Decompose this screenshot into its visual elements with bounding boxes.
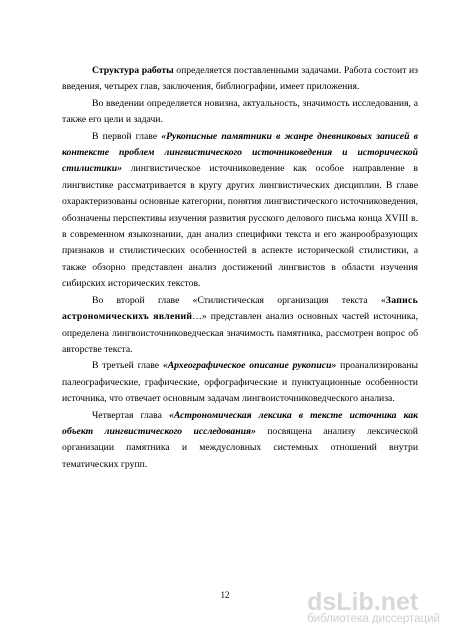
emphasized-text: Запись астрономическихъ явлений: [62, 294, 418, 323]
paragraph-chapter-1: [62, 129, 418, 293]
emphasized-text: «Астрономическая лексика в тексте источника как объект лингвистического исследования»: [62, 409, 418, 437]
paragraph-structure: [62, 63, 418, 96]
page-number: 12: [220, 590, 230, 600]
text-run: В третьей главе: [92, 360, 163, 372]
text-run: проанализированы палеографические, графические, орфографические и пунктуационные особенности источника, что отвечает основным задачам лингвоисточниковедческого анализа.: [62, 360, 418, 405]
text-run: определяется поставленными задачами. Работа состоит из введения, четырех глав, заключения, библиографии, имеет приложения.: [62, 65, 419, 93]
watermark-logo-main: dsLib: [307, 588, 374, 616]
watermark-logo-dot: .: [373, 588, 381, 616]
watermark-subtitle: библиотека диссертаций: [307, 613, 440, 625]
watermark-logo: [307, 588, 440, 616]
paragraph-chapter-2: [62, 293, 418, 359]
text-run: Во второй главе «Стилистическая организация текста «: [92, 294, 386, 306]
text-run: Четвертая глава: [92, 409, 169, 421]
text-run: посвящена анализу лексической организации памятника и междусловных системных отношений внутри тематических групп.: [62, 425, 418, 470]
paragraph-introduction: [62, 96, 418, 129]
watermark-logo-tld: net: [380, 588, 419, 616]
text-run: В первой главе: [92, 130, 162, 142]
emphasized-text: «Рукописные памятники в жанре дневниковых записей в контексте проблем лингвистического источниковедения и исторической стилистики»: [62, 130, 418, 175]
document-body: [62, 63, 418, 473]
paragraph-chapter-3: [62, 358, 418, 407]
emphasized-text: Структура работы: [92, 65, 174, 76]
text-run: Во введении определяется новизна, актуальность, значимость исследования, а также его цели и задачи.: [62, 97, 418, 126]
emphasized-text: «Археографическое описание рукописи»: [162, 360, 337, 372]
paragraph-chapter-4: [62, 408, 418, 474]
text-run: …» представлен анализ основных частей источника, определена лингвоисточниковедческая значимость памятника, рассмотрен вопрос об авторстве текста.: [62, 311, 418, 355]
text-run: лингвистическое источниковедение как особое направление в лингвистике рассматривается в кругу других лингвистических дисциплин. В главе охарактеризованы основные категории, понятия лингвистического источниковедения, обозначены перспективы изучения развития русского делового письма конца XVIII в. в современном языкознании, дан анализ специфики текста и его жанрообразующих признаков и стилистических особенностей в аспекте исторической стилистики, а также обзорно представлен анализ достижений лингвистов в области изучения сибирских исторических текстов.: [62, 163, 418, 290]
watermark: [307, 588, 440, 625]
